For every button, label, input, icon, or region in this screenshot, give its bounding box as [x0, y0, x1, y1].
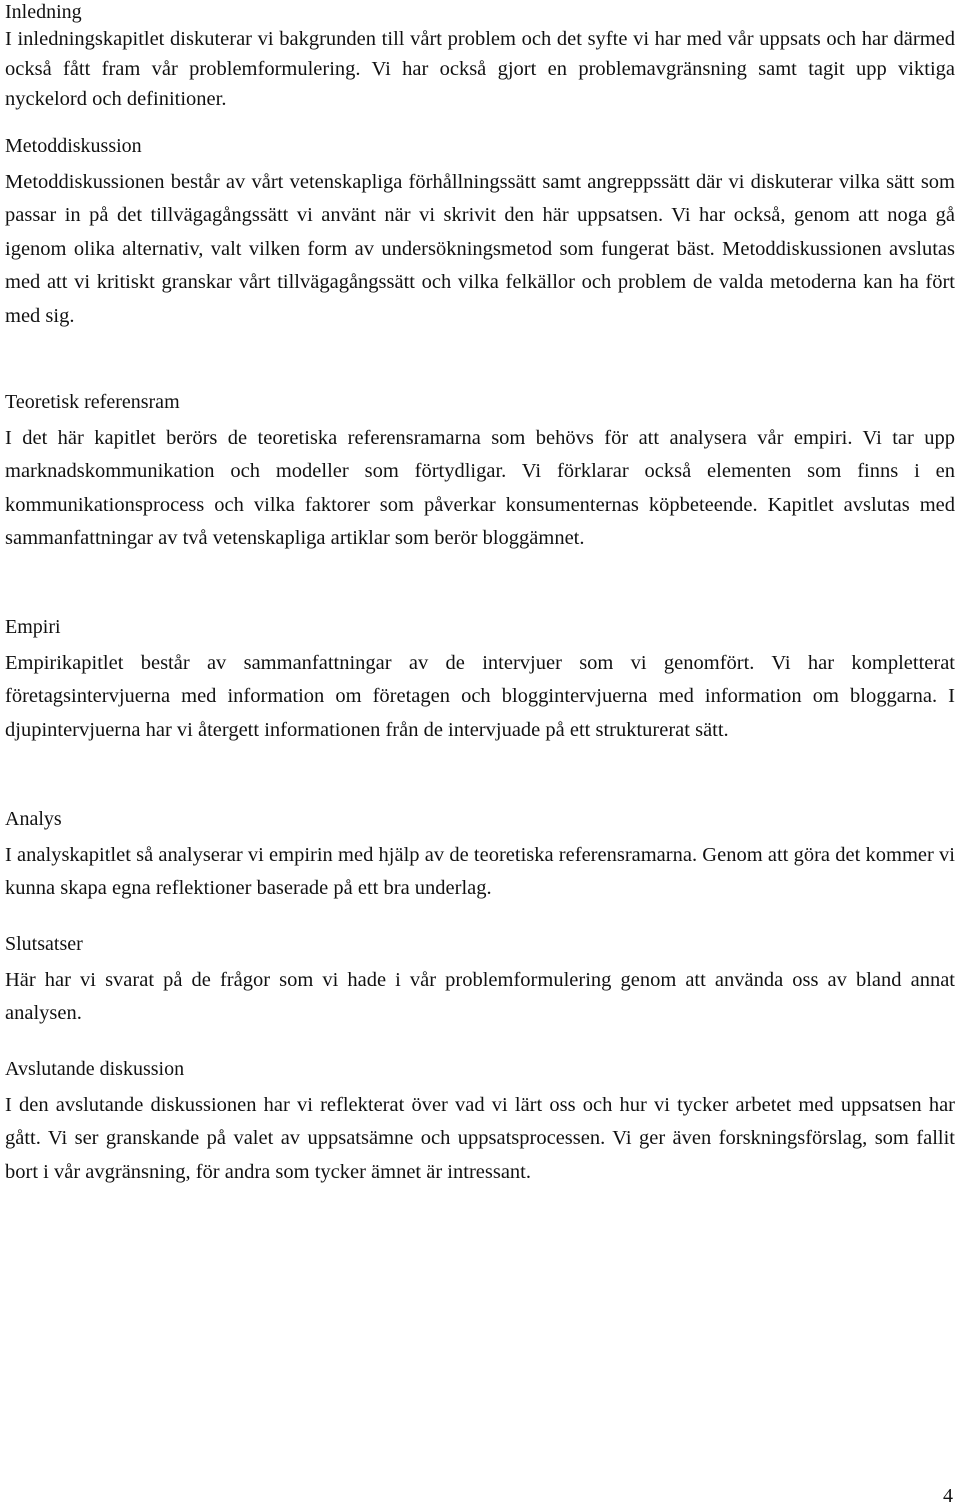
section-heading-metoddiskussion: Metoddiskussion — [5, 135, 142, 157]
section-text-empiri: Empirikapitlet består av sammanfattningar av de intervjuer som vi genomfört. Vi har kompletterat företagsintervjuerna med information om företagen och bloggintervjuerna med information om bloggarna. I djupintervjuerna har vi återgett informationen från de intervjuade på ett strukturerat sätt. — [5, 652, 955, 741]
section-text-analys: I analyskapitlet så analyserar vi empirin med hjälp av de teoretiska referensramarna. Genom att göra det kommer vi kunna skapa egna reflektioner baserade på ett bra underlag. — [5, 844, 955, 900]
section-heading-empiri: Empiri — [5, 616, 61, 638]
section-analys — [5, 807, 955, 906]
section-text-avslutande-diskussion: I den avslutande diskussionen har vi reflekterat över vad vi lärt oss och hur vi tycker arbetet med uppsatsen har gått. Vi ser granskande på valet av uppsatsämne och uppsatsprocessen. Vi ger även forskningsförslag, som fallit bort i vår avgränsning, för andra som tycker ämnet är intressant. — [5, 1094, 955, 1183]
section-metoddiskussion — [5, 134, 955, 333]
section-text-inledning: I inledningskapitlet diskuterar vi bakgrunden till vårt problem och det syfte vi har med vår uppsats och har därmed också fått fram vår problemformulering. Vi har också gjort en problemavgränsning samt tagit upp viktiga nyckelord och definitioner. — [5, 28, 955, 110]
section-avslutande-diskussion — [5, 1057, 955, 1189]
section-slutsatser — [5, 932, 955, 1031]
section-teoretisk-referensram — [5, 390, 955, 556]
section-heading-avslutande-diskussion: Avslutande diskussion — [5, 1058, 185, 1080]
section-heading-analys: Analys — [5, 808, 62, 830]
section-heading-teoretisk-referensram: Teoretisk referensram — [5, 391, 180, 413]
section-text-teoretisk-referensram: I det här kapitlet berörs de teoretiska referensramarna som behövs för att analysera vår empiri. Vi tar upp marknadskommunikation och modeller som förtydligar. Vi förklarar också elementen som finns i en kommunikationsprocess och vilka faktorer som påverkar konsumenternas köpbeteende. Kapitlet avslutas med sammanfattningar av två vetenskapliga artiklar som berör bloggämnet. — [5, 427, 955, 550]
section-text-slutsatser: Här har vi svarat på de frågor som vi hade i vår problemformulering genom att använda oss av bland annat analysen. — [5, 969, 955, 1025]
section-heading-inledning: Inledning — [5, 1, 82, 23]
section-text-metoddiskussion: Metoddiskussionen består av vårt vetenskapliga förhållningssätt samt angreppssätt där vi diskuterar vilka sätt som passar in på det tillvägagångssätt vi använt när vi skrivit den här uppsatsen. Vi har också, genom att noga gå igenom olika alternativ, valt vilken form av undersökningsmetod som fungerat bäst. Metoddiskussionen avslutas med att vi kritiskt granskar vårt tillvägagångssätt och vilka felkällor och problem de valda metoderna kan ha fört med sig. — [5, 171, 955, 327]
section-empiri — [5, 615, 955, 747]
page-number: 4 — [943, 1485, 953, 1507]
section-heading-slutsatser: Slutsatser — [5, 933, 83, 955]
